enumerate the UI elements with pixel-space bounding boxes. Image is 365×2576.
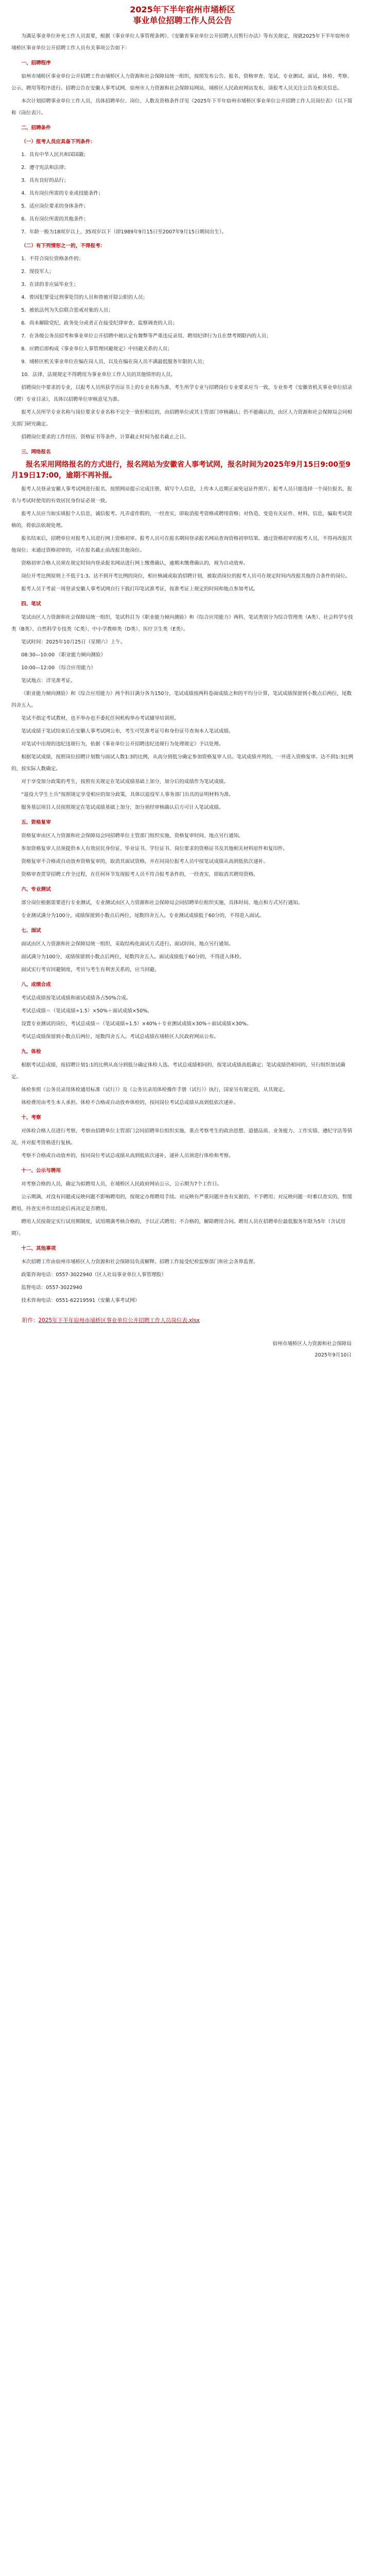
- body-paragraph: 3．具有良好的品行；: [21, 178, 69, 183]
- body-paragraph: 2．遵守宪法和法律；: [21, 165, 69, 171]
- body-paragraph: 考察不合格或自动放弃的，按同岗位考试总成绩从高到低依次递补，递补人员须进行体检和考察。: [21, 1153, 234, 1159]
- article-title: [11, 0, 354, 26]
- body-paragraph: 笔试时间：2025年10月25日（星期六）上午。: [21, 639, 126, 645]
- body-paragraph: 公示期满，对没有问题或反映问题不影响聘用的，按规定办理聘用手续。对反映有严重问题并查有实据的，不予聘用；对反映问题一时难以查实的，暂缓聘用，待查实并作出结论后再决定是否聘用。: [11, 1194, 352, 1212]
- body-paragraph: 资格审查贯穿招聘工作全过程，在任何环节发现报考人员不符合报考条件的，一经查实，即取消其聘用资格。: [21, 872, 258, 877]
- body-paragraph: 体检参照《公务员录用体检通用标准（试行）》及《公务员录用体检操作手册（试行）》执行，国家另有规定的，从其规定。: [21, 1087, 288, 1093]
- title-line-2: 事业单位招聘工作人员公告: [133, 15, 232, 25]
- body-paragraph: 专业测试满分为100分，成绩保留到小数点后两位，尾数四舍五入。专业测试成绩低于60分的，不得进入面试。: [21, 913, 265, 919]
- highlight-notice: 报名采用网络报名的方式进行，报名网站为安徽省人事考试网，报名时间为2025年9月15日9:00至9月19日17:00，逾期不再补报。: [11, 461, 351, 480]
- body-paragraph: 对于享受加分政策的考生，按照有关规定在笔试成绩基础上加分，加分后的成绩作为笔试成绩。: [21, 779, 229, 785]
- body-paragraph: 考试总成绩保留到小数点后两位，尾数四舍五入。考试总成绩在埇桥区人民政府网站公布。: [21, 1034, 219, 1040]
- section-heading: 十、考察: [21, 1115, 41, 1121]
- body-paragraph: 报名结束后，招聘单位对报考人员进行网上资格初审。报考人员可在报名期间登录报名网站查询资格初审结果。通过资格初审的报考人员，不得再改报其他岗位；未通过资格初审的，可在报名截止前改报其他岗位。: [11, 536, 352, 553]
- body-paragraph: 面试满分为100分，成绩保留到小数点后两位，尾数四舍五入。面试成绩低于60分的，不得进入体检。: [21, 954, 245, 960]
- body-paragraph: 报考人员登录安徽人事考试网进行报名，按照网站提示完成注册，填写个人信息，上传本人近期正面免冠证件照片。报考人员只能选择一个岗位报名，报名与考试时使用的有效居民身份证必须一致。: [11, 486, 352, 504]
- body-paragraph: 面试实行考官回避制度，考官与考生有利害关系的，应当回避。: [21, 967, 160, 973]
- body-paragraph: 1．不符合岗位资格条件的；: [21, 256, 84, 262]
- body-paragraph: 5．被依法列为失信联合惩戒对象的人员；: [21, 308, 113, 313]
- body-paragraph: “退役大学生士兵”按照规定享受相应的加分政策，具体以退役军人事务部门出具的证明材料为准。: [21, 792, 234, 798]
- body-paragraph: 报考人员应当如实填报个人信息，诚信报考。凡弄虚作假的，一经查实，即取消报考资格或聘用资格；对伪造、变造有关证件、材料、信息，骗取考试资格的，将依法依规处理。: [11, 511, 352, 529]
- body-paragraph: 资格复审不合格或自动放弃资格复审的，取消其面试资格，并在同岗位报考人员中按笔试成绩从高到低依次递补。: [21, 859, 268, 865]
- body-paragraph: 资格复审由区人力资源和社会保障局会同招聘单位主管部门组织实施，资格复审时间、地点另行通知。: [21, 833, 244, 839]
- body-paragraph: 根据笔试成绩，按照岗位招聘计划数与面试人数1:3的比例，从高分到低分确定参加资格复审人员。笔试成绩并列的，一并进入资格复审。达不到1:3比例的，按实际人数确定。: [11, 754, 354, 772]
- body-paragraph: 面试由区人力资源和社会保障局统一组织，采取结构化面试方式进行。面试时间、地点另行通知。: [21, 941, 234, 947]
- section-heading: 二、招聘条件: [21, 125, 51, 131]
- body-paragraph: 为满足事业单位补充工作人员需要，根据《事业单位人事管理条例》、《安徽省事业单位公开招聘人员暂行办法》等有关规定，现就2025年下半年宿州市埇桥区事业单位公开招聘工作人员有关事项公告如下：: [11, 33, 350, 51]
- section-heading: 七、面试: [21, 928, 41, 934]
- body-paragraph: 《职业能力倾向测验》和《综合应用能力》两个科目满分各为150分，笔试成绩按两科卷面成绩之和的平均分计算，笔试成绩保留到小数点后两位，尾数四舍五入。: [11, 691, 352, 708]
- body-paragraph: 根据考试总成绩，按招聘计划1:1的比例从高分到低分确定体检人选。考试总成绩相同的，按笔试成绩高低确定；笔试成绩仍相同的，另行组织加试确定。: [11, 1062, 345, 1080]
- body-paragraph: 笔试成绩于笔试结束后在安徽人事考试网公布，考生可凭准考证号和身份证号查询本人笔试成绩。: [21, 728, 234, 734]
- body-paragraph: 服务基层项目人员按照规定在笔试成绩基础上加分，加分须经审核确认后方可计入笔试成绩。: [21, 805, 224, 810]
- body-paragraph: 2．现役军人；: [21, 269, 54, 275]
- body-paragraph: 部分岗位根据需要进行专业测试，专业测试由区人力资源和社会保障局会同招聘单位组织实施，具体时间、地点和方式另行通知。: [21, 900, 303, 906]
- section-heading: 五、资格复审: [21, 820, 51, 825]
- body-paragraph: 本次计划招聘事业单位工作人员，具体招聘单位、岗位、人数及资格条件详见《2025年下半年宿州市埇桥区事业单位公开招聘工作人员岗位表》（以下简称《岗位表》）。: [11, 98, 353, 116]
- title-line-1: 2025年下半年宿州市埇桥区: [130, 5, 235, 14]
- body-paragraph: 08:30—10:00 《职业能力倾向测验》: [21, 652, 106, 658]
- body-paragraph: 体检费用由考生本人承担。体检不合格或自动放弃体检的，按同岗位考试总成绩从高到低依次递补。: [21, 1100, 239, 1106]
- body-paragraph: 7．在各级公务员招考和事业单位公开招聘中被认定有舞弊等严重违反录用、聘用纪律行为且在禁考期限内的人员；: [21, 333, 271, 339]
- body-paragraph: 6．具有岗位所需的其他条件；: [21, 216, 89, 222]
- body-paragraph: 考试总成绩＝（笔试成绩÷1.5）×50%＋面试成绩×50%。: [21, 1008, 152, 1014]
- body-paragraph: 7．年龄一般为18周岁以上、35周岁以下（即1989年9月15日至2007年9月15日期间出生）。: [21, 229, 227, 235]
- body-paragraph: 10．法律、法规规定不得聘用为事业单位工作人员的其他情形的人员。: [21, 372, 176, 378]
- body-paragraph: 报考人员于考前一周登录安徽人事考试网自行下载打印笔试准考证，按准考证上规定的时间和地点参加考试。: [21, 586, 258, 592]
- body-paragraph: 笔试地点：详见准考证。: [21, 678, 76, 684]
- signature-date: 2025年9月10日: [315, 1352, 352, 1358]
- section-heading: 三、网络报名: [21, 449, 51, 455]
- body-paragraph: 聘用人员按规定实行试用期制度，试用期满考核合格的，予以正式聘用；不合格的，解除聘用合同。聘用人员在招聘单位最低服务年限为5年（含试用期）。: [11, 1219, 345, 1236]
- body-paragraph: 1．具有中华人民共和国国籍；: [21, 152, 89, 158]
- section-heading: 八、成绩合成: [21, 982, 51, 988]
- body-paragraph: 考试总成绩按笔试成绩和面试成绩各占50%合成。: [21, 995, 131, 1001]
- section-heading: 四、笔试: [21, 601, 41, 607]
- section-heading: 一、招聘程序: [21, 60, 51, 66]
- attachment-prefix: 附件：: [22, 1317, 39, 1324]
- subsection-heading: （二）有下列情形之一的，不得报考：: [21, 243, 106, 249]
- body-paragraph: 对体检合格人员进行考察，考察由招聘单位主管部门会同招聘单位组织实施，重点考察考生的政治思想、道德品质、业务能力、工作实绩、遵纪守法等情况，并对报考资格进行复核。: [11, 1128, 352, 1146]
- body-paragraph: 监督电话：0557-3022940: [21, 1285, 82, 1291]
- section-heading: 九、体检: [21, 1049, 41, 1055]
- body-paragraph: 6．尚未解除党纪、政务处分或者正在接受纪律审查、监察调查的人员；: [21, 320, 178, 326]
- body-paragraph: 笔试由区人力资源和社会保障局统一组织，笔试科目为《职业能力倾向测验》和《综合应用能力》两科，笔试类别分为综合管理类（A类）、社会科学专技类（B类）、自然科学专技类（C类）、中小学教师类（D类）、医疗卫生类（E类）。: [11, 615, 353, 632]
- body-paragraph: 笔试不指定考试教材，也不举办也不委托任何机构举办考试辅导培训班。: [21, 716, 180, 721]
- body-paragraph: 8．应聘后即构成《事业单位人事管理回避规定》中回避关系的人员；: [21, 346, 173, 352]
- section-heading: 十二、其他事项: [21, 1246, 56, 1251]
- body-paragraph: 4．具有岗位所需的专业或技能条件；: [21, 191, 103, 196]
- body-paragraph: 政策咨询电话：0557-3022940（区人社局事业单位人事管理股）: [21, 1272, 166, 1278]
- body-paragraph: 报考人员所学专业名称与岗位要求专业名称不完全一致但相近的，由招聘单位或其主管部门审核确认；仍不能确认的，由区人力资源和社会保障局会同相关部门研究确定。: [11, 410, 352, 427]
- body-paragraph: 资格初审合格人员须在规定时间内登录报名网站进行网上缴费确认，逾期未缴费确认的，视为自动放弃。: [21, 561, 249, 566]
- body-paragraph: 9．埇桥区机关事业单位在编在岗人员，以及在编在岗人员不满最低服务年限的人员；: [21, 359, 207, 365]
- body-paragraph: 10:00—12:00 《综合应用能力》: [21, 665, 96, 671]
- body-paragraph: 4．曾因犯罪受过刑事处罚的人员和曾被开除公职的人员；: [21, 295, 148, 300]
- body-paragraph: 3．在读的非应届毕业生；: [21, 282, 79, 287]
- body-paragraph: 岗位开考比例原则上不低于1:3。达不到开考比例的岗位，相应核减或取消招聘计划，被取消岗位的报考人员可在规定时间内改报其他符合条件的岗位。: [21, 573, 351, 579]
- signature-org: 宿州市埇桥区人力资源和社会保障局: [272, 1341, 352, 1347]
- body-paragraph: 招聘岗位要求的工作经历、资格证书等条件，计算截止时间为报名截止之日。: [21, 434, 189, 440]
- signature-block: [11, 1338, 352, 1361]
- body-paragraph: 5．适应岗位要求的身体条件；: [21, 204, 89, 209]
- body-paragraph: 参加资格复审人员须提供本人有效居民身份证、毕业证书、学位证书、岗位要求的资格证书及其他相关材料原件和复印件。: [21, 846, 288, 852]
- subsection-heading: （一）报考人员应具备下列条件：: [21, 139, 96, 145]
- attachment-link[interactable]: 2025年下半年宿州市埇桥区事业单位公开招聘工作人员岗位表.xlsx: [38, 1317, 200, 1324]
- body-paragraph: 宿州市埇桥区事业单位公开招聘工作由埇桥区人力资源和社会保障局统一组织，按照发布公告、报名、资格审查、笔试、专业测试、面试、体检、考察、公示、聘用等程序进行。招聘公告在安徽人事考试网、宿州市人力资源和社会保障局网站、埇桥区人民政府网站发布，请报考人员关注公告及相关信息。: [11, 74, 352, 91]
- section-heading: 六、专业测试: [21, 887, 51, 892]
- body-paragraph: 本次招聘工作由宿州市埇桥区人力资源和社会保障局负责解释。招聘工作接受纪检监察部门和社会各界监督。: [21, 1259, 258, 1265]
- body-paragraph: 对考察合格的人员，确定为拟聘用人员，在埇桥区人民政府网站公示，公示期为7个工作日。: [21, 1181, 222, 1187]
- body-paragraph: 技术咨询电话：0551-62219591（安徽人事考试网）: [21, 1298, 140, 1303]
- section-heading: 十一、公示与聘用: [21, 1168, 61, 1174]
- body-paragraph: 对笔试中出现的违纪违规行为，依据《事业单位公开招聘违纪违规行为处理规定》予以处理。: [21, 741, 224, 747]
- body-paragraph: 设置专业测试的岗位，考试总成绩＝（笔试成绩÷1.5）×40%＋专业测试成绩×30%＋面试成绩×30%。: [21, 1021, 252, 1027]
- attachment-line: [11, 1316, 354, 1325]
- body-paragraph: 招聘岗位中要求的专业，以报考人员所获学历证书上的专业名称为准，考生所学专业与招聘岗位专业要求应当一致，专业参考《安徽省机关事业单位招录（聘）专业目录》，具体以招聘单位审核意见为准。: [11, 385, 352, 402]
- article-body: [11, 30, 354, 1307]
